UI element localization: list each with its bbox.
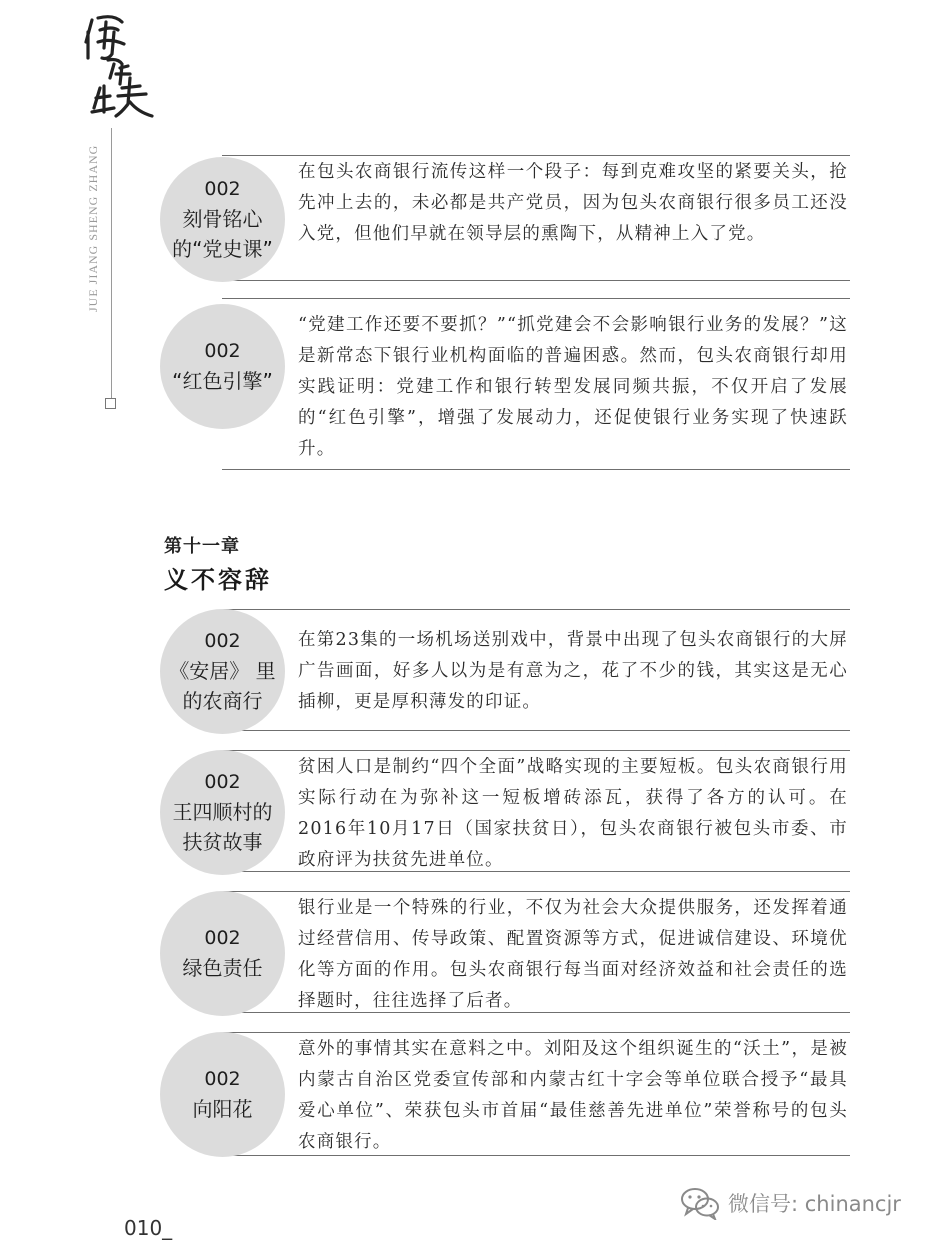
entry-bottom-rule [222, 469, 850, 470]
entry-number: 002 [204, 926, 241, 949]
entry-body-text: 在第23集的一场机场送别戏中，背景中出现了包头农商银行的大屏广告画面，好多人以为是有意为之，花了不少的钱，其实这是无心插柳，更是厚积薄发的印证。 [298, 630, 848, 712]
page-number: 010_ [124, 1216, 173, 1240]
entry-number: 002 [204, 1067, 241, 1090]
brand-calligraphy-logo [78, 8, 158, 128]
entry-top-rule [222, 750, 850, 751]
calligraphy-title-graphic [78, 8, 158, 128]
entry-lvse-zeren [160, 891, 850, 1013]
entry-top-rule [222, 155, 850, 156]
entry-circle-badge [160, 891, 285, 1016]
entry-xiangyanghua [160, 1032, 850, 1156]
entry-top-rule [222, 1032, 850, 1033]
wechat-icon [680, 1186, 720, 1220]
entry-number: 002 [204, 177, 241, 200]
entry-circle-badge [160, 1032, 285, 1157]
entry-wangsishun [160, 750, 850, 872]
entry-number: 002 [204, 629, 241, 652]
entry-bottom-rule [222, 730, 850, 731]
entry-number: 002 [204, 770, 241, 793]
chapter-title: 义不容辞 [164, 565, 272, 594]
entry-top-rule [222, 891, 850, 892]
entry-top-rule [222, 298, 850, 299]
brand-divider-line [111, 128, 112, 398]
entry-bottom-rule [222, 280, 850, 281]
brand-pinyin-vertical: JUE JIANG SHENG ZHANG [86, 145, 100, 313]
wechat-watermark [680, 1186, 901, 1220]
entry-title: “红色引擎” [172, 368, 273, 393]
entry-body-text: “党建工作还要不要抓？”“抓党建会不会影响银行业务的发展？”这是新常态下银行业机构面临的普遍困惑。然而，包头农商银行却用实践证明：党建工作和银行转型发展同频共振，不仅开启了发展的“红色引擎”，增强了发展动力，还促使银行业务实现了快速跃升。 [298, 315, 848, 459]
entry-top-rule [222, 609, 850, 610]
chapter-label: 第十一章 [164, 536, 240, 557]
entry-circle-badge [160, 609, 285, 734]
entry-body-text: 银行业是一个特殊的行业，不仅为社会大众提供服务，还发挥着通过经营信用、传导政策、配置资源等方式，促进诚信建设、环境优化等方面的作用。包头农商银行每当面对经济效益和社会责任的选择题时，往往选择了后者。 [298, 898, 848, 1011]
entry-body-text: 贫困人口是制约“四个全面”战略实现的主要短板。包头农商银行用实际行动在为弥补这一短板增砖添瓦，获得了各方的认可。在2016年10月17日（国家扶贫日），包头农商银行被包头市委、市政府评为扶贫先进单位。 [298, 757, 848, 870]
wechat-id-text: 微信号: chinancjr [728, 1192, 901, 1216]
entry-body-text: 意外的事情其实在意料之中。刘阳及这个组织诞生的“沃土”，是被内蒙古自治区党委宣传部和内蒙古红十字会等单位联合授予“最具爱心单位”、荣获包头市首届“最佳慈善先进单位”荣誉称号的包头农商银行。 [298, 1039, 848, 1152]
entry-title: 王四顺村的扶贫故事 [172, 799, 273, 854]
entry-title: 《安居》 里的农商行 [169, 658, 276, 713]
entry-title: 刻骨铭心的“党史课” [172, 206, 273, 261]
entry-circle-badge [160, 750, 285, 875]
entry-circle-badge [160, 304, 285, 429]
entry-title: 绿色责任 [182, 955, 263, 980]
entry-number: 002 [204, 339, 241, 362]
entry-hongse-yinqing [160, 298, 850, 470]
entry-title: 向阳花 [192, 1096, 253, 1121]
entry-anju [160, 609, 850, 731]
entry-circle-badge [160, 157, 285, 282]
entry-dangshi-ke [160, 155, 850, 281]
brand-square-marker [105, 398, 116, 409]
entry-body-text: 在包头农商银行流传这样一个段子：每到克难攻坚的紧要关头，抢先冲上去的，未必都是共产党员，因为包头农商银行很多员工还没入党，但他们早就在领导层的熏陶下，从精神上入了党。 [298, 162, 848, 244]
